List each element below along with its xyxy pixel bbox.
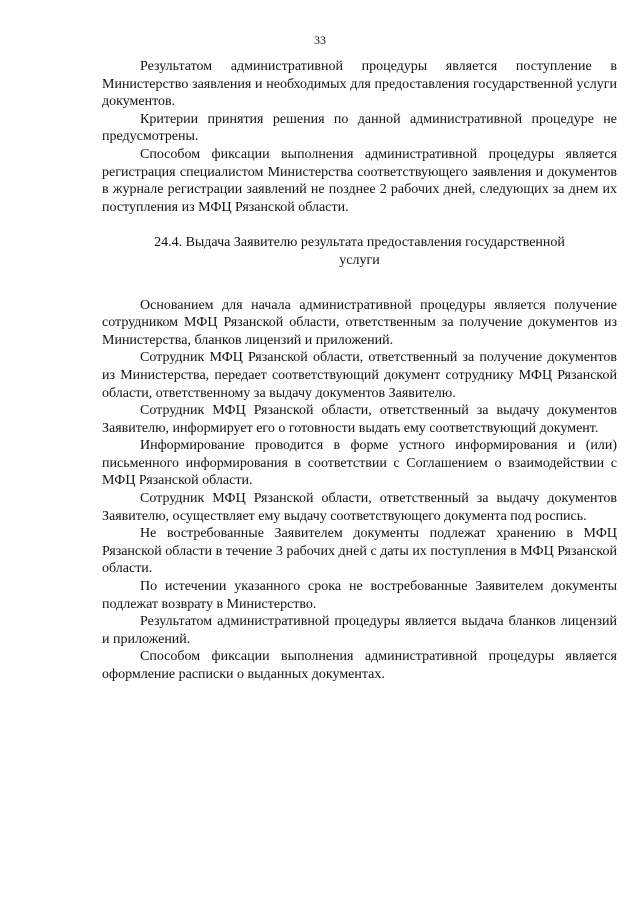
paragraph: Сотрудник МФЦ Рязанской области, ответственный за выдачу документов Заявителю, осуществляет ему выдачу соответствующего документа под роспись. bbox=[102, 491, 617, 524]
paragraph: Не востребованные Заявителем документы подлежат хранению в МФЦ Рязанской области в течение 3 рабочих дней с даты их поступления в МФЦ Рязанской области. bbox=[102, 526, 617, 577]
paragraph: Результатом административной процедуры является выдача бланков лицензий и приложений. bbox=[102, 614, 617, 647]
paragraph: Информирование проводится в форме устного информирования и (или) письменного информирования в соответствии с Соглашением о взаимодействии с МФЦ Рязанской области. bbox=[102, 438, 617, 489]
paragraph: Сотрудник МФЦ Рязанской области, ответственный за получение документов из Министерства, передает соответствующий документ сотруднику МФЦ Рязанской области, ответственному за выдачу документов Заявителю. bbox=[102, 350, 617, 401]
section-heading-line: услуги bbox=[339, 252, 380, 268]
paragraph: По истечении указанного срока не востребованные Заявителем документы подлежат возврату в Министерство. bbox=[102, 579, 617, 612]
paragraph: Основанием для начала административной процедуры является получение сотрудником МФЦ Рязанской области, ответственным за получение документов из Министерства, бланков лицензий и приложений. bbox=[102, 297, 617, 348]
section-heading bbox=[102, 234, 617, 269]
paragraph: Критерии принятия решения по данной административной процедуре не предусмотрены. bbox=[102, 111, 617, 145]
section-heading-line: 24.4. Выдача Заявителю результата предоставления государственной bbox=[154, 235, 565, 251]
document-body bbox=[102, 58, 617, 684]
paragraph: Результатом административной процедуры является поступление в Министерство заявления и необходимых для предоставления государственной услуги документов. bbox=[102, 59, 617, 110]
paragraph: Сотрудник МФЦ Рязанской области, ответственный за выдачу документов Заявителю, информирует его о готовности выдать ему соответствующий документ. bbox=[102, 403, 617, 436]
page-number: 33 bbox=[314, 33, 326, 47]
paragraph: Способом фиксации выполнения административной процедуры является оформление расписки о выданных документах. bbox=[102, 649, 617, 682]
paragraph: Способом фиксации выполнения административной процедуры является регистрация специалистом Министерства соответствующего заявления и документов в журнале регистрации заявлений не позднее 2 рабочих дней, следующих за днем их поступления из МФЦ Рязанской области. bbox=[102, 146, 617, 215]
